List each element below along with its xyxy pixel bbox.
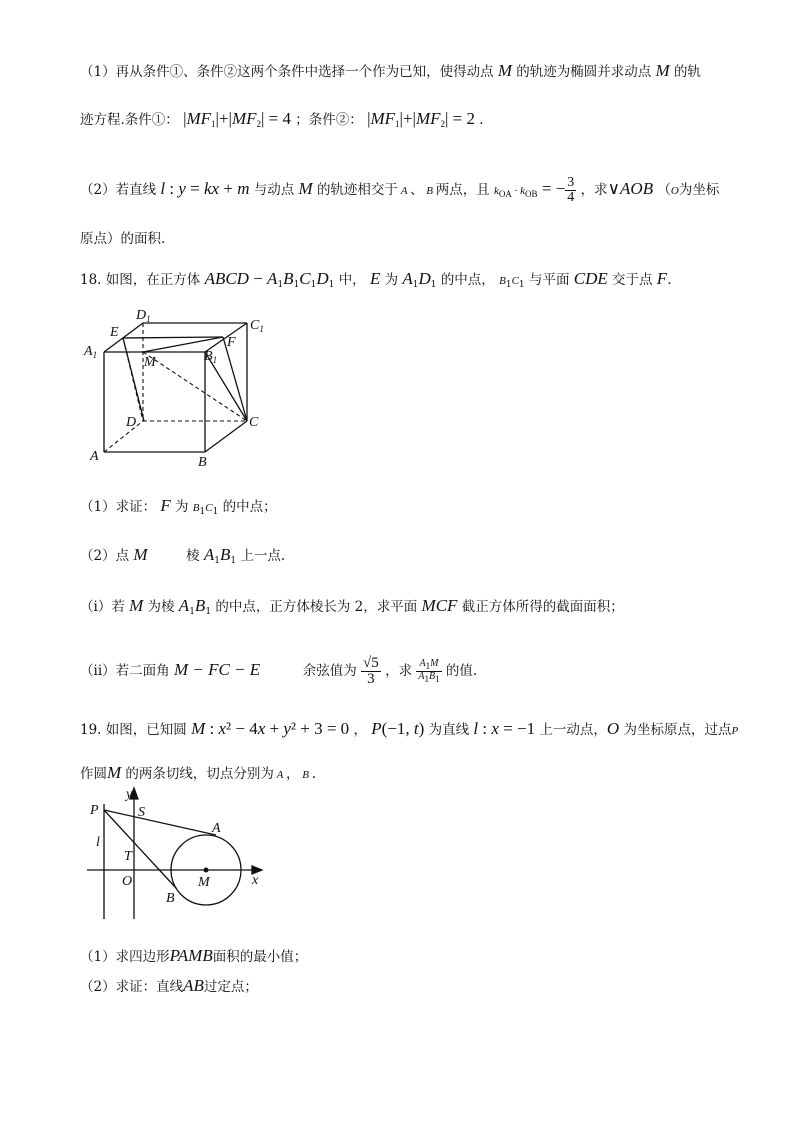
q18-sub2-ii: （ii）若二面角 M − FC − E 余弦值为 $\frac{√5}{3}$ ，求 $\frac{A_1M}{A_1B_1}$ 的值. [80,655,478,687]
condition-2-formula: $|MF_1|+|MF_2| = 2$ [367,109,475,129]
cube-label-B1: $B_1$ [204,349,218,365]
q17-part1-line2: 迹方程.条件①： $|MF_1|+|MF_2| = 4$ ；条件②： $|MF_1|+|MF_2| = 2$ . [80,109,484,129]
fig19-label-P: P [90,803,99,818]
q18-stem: 18. 如图，在正方体 ABCD − $A_1B_1C_1D_1$ 中， E 为 $A_1D_1$ 的中点， $B_1C_1$ 与平面 CDE 交于点 F. [80,269,672,290]
q17-part2-line2: 原点）的面积. [80,231,166,247]
fig19-label-O: O [122,874,133,889]
q19-sub2: （2）求证：直线AB过定点； [80,976,258,995]
circle-equation: M [191,719,206,738]
ratio-fraction: $\frac{A_1M}{A_1B_1}$ [418,658,440,684]
cube-label-C: C [249,415,259,430]
fig19-label-S: S [138,805,145,820]
point-P: P [371,719,382,738]
cube-label-E: E [110,325,119,340]
q19-stem-line2: 作圆M 的两条切线，切点分别为 A ， B . [80,763,316,782]
cube-label-B: B [198,455,207,470]
condition-1-formula: $|MF_1|+|MF_2| = 4$ [183,109,291,129]
fig19-label-x: x [252,873,259,888]
line-l-equation: l [160,179,166,198]
q19-sub1: （1）求四边形PAMB面积的最小值； [80,946,308,965]
fig19-label-l: l [96,835,100,850]
q19-stem-line1: 19. 如图，已知圆 M : x² − 4x + y² + 3 = 0 ， P(−1, t) 为直线 l : x = −1 上一动点，O 为坐标原点，过点P [80,719,739,738]
line-l: l [473,719,479,738]
q18-sub1: （1）求证： F 为 $B_1C_1$ 的中点； [80,496,277,517]
cosine-value: $\frac{√5}{3}$ [363,655,379,687]
fig19-label-y: y [126,787,133,802]
cube-label-A1: $A_1$ [84,344,98,360]
cube-name: ABCD [204,269,249,288]
q17-part1-line1: （1）再从条件①、条件②这两个条件中选择一个作为已知，使得动点 M 的轨迹为椭圆并求动点 M 的轨 [80,61,701,80]
dihedral-angle: M − FC − E [173,660,261,679]
cube-label-D: D [126,415,137,430]
fig19-label-M: M [198,875,210,890]
q18-sub2-i: （i）若 M 为棱 $A_1B_1$ 的中点，正方体棱长为 2，求平面 MCF 截正方体所得的截面面积； [80,596,624,617]
cube-label-A: A [90,449,99,464]
q18-sub2: （2）点 M 棱 $A_1B_1$ 上一点. [80,545,286,566]
cube-label-M: M [144,355,156,370]
cube-figure [80,300,280,475]
fig19-label-B: B [166,891,175,906]
cube-label-C1: $C_1$ [250,318,264,334]
circle-tangent-figure [82,784,272,924]
slope-product: $k_{OA} \cdot k_{OB}$ [494,185,538,199]
fig19-label-T: T [124,849,132,864]
q17-part2-line1: （2）若直线 l : y = kx + m 与动点 M 的轨迹相交于 A 、 B 两点，且 $k_{OA} \cdot k_{OB}$ = − $\frac{3}{4}$ ，求∨AOB （O为坐标 [80,175,720,205]
cube-label-D1: $D_1$ [136,308,151,324]
cube-label-F: F [227,335,236,350]
fig19-label-A: A [212,821,221,836]
